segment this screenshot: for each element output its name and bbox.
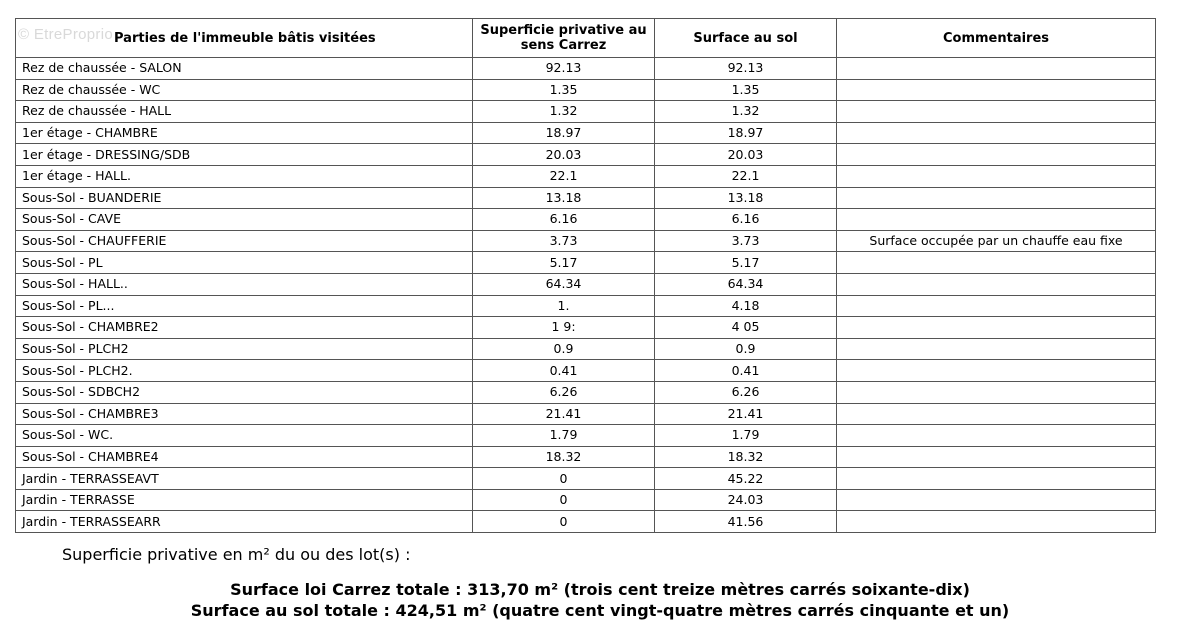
table-row xyxy=(16,446,1156,468)
cell-comment xyxy=(837,295,1156,317)
cell-part: Sous-Sol - CHAUFFERIE xyxy=(16,230,473,252)
table-row xyxy=(16,425,1156,447)
total-carrez: Surface loi Carrez totale : 313,70 m² (trois cent treize mètres carrés soixante-dix) xyxy=(230,580,970,599)
cell-comment: Surface occupée par un chauffe eau fixe xyxy=(837,230,1156,252)
cell-sol: 1.32 xyxy=(655,101,837,123)
cell-part: Rez de chaussée - SALON xyxy=(16,58,473,80)
cell-part: Sous-Sol - CHAMBRE3 xyxy=(16,403,473,425)
cell-sol: 1.35 xyxy=(655,79,837,101)
cell-carrez: 0.9 xyxy=(473,338,655,360)
cell-sol: 0.9 xyxy=(655,338,837,360)
cell-comment xyxy=(837,122,1156,144)
cell-sol: 18.32 xyxy=(655,446,837,468)
cell-carrez: 0.41 xyxy=(473,360,655,382)
cell-carrez: 21.41 xyxy=(473,403,655,425)
cell-part: 1er étage - CHAMBRE xyxy=(16,122,473,144)
cell-part: Jardin - TERRASSEARR xyxy=(16,511,473,533)
cell-sol: 4 05 xyxy=(655,317,837,339)
cell-sol: 1.79 xyxy=(655,425,837,447)
table-row xyxy=(16,403,1156,425)
cell-carrez: 1.32 xyxy=(473,101,655,123)
cell-carrez: 18.97 xyxy=(473,122,655,144)
cell-part: Sous-Sol - PL... xyxy=(16,295,473,317)
table-row xyxy=(16,209,1156,231)
cell-sol: 6.26 xyxy=(655,381,837,403)
cell-comment xyxy=(837,446,1156,468)
cell-part: 1er étage - HALL. xyxy=(16,165,473,187)
cell-part: Sous-Sol - WC. xyxy=(16,425,473,447)
table-row xyxy=(16,489,1156,511)
cell-part: Sous-Sol - BUANDERIE xyxy=(16,187,473,209)
cell-comment xyxy=(837,273,1156,295)
cell-carrez: 1.79 xyxy=(473,425,655,447)
watermark: © EtreProprio xyxy=(18,26,113,43)
cell-comment xyxy=(837,58,1156,80)
cell-carrez: 1.35 xyxy=(473,79,655,101)
header-sol: Surface au sol xyxy=(655,19,837,58)
cell-sol: 3.73 xyxy=(655,230,837,252)
cell-carrez: 92.13 xyxy=(473,58,655,80)
cell-carrez: 1 9: xyxy=(473,317,655,339)
cell-comment xyxy=(837,425,1156,447)
table-header-row xyxy=(16,19,1156,58)
cell-comment xyxy=(837,101,1156,123)
surfaces-table xyxy=(15,18,1156,533)
cell-sol: 41.56 xyxy=(655,511,837,533)
cell-part: Sous-Sol - SDBCH2 xyxy=(16,381,473,403)
table-row xyxy=(16,187,1156,209)
cell-carrez: 22.1 xyxy=(473,165,655,187)
table-row xyxy=(16,122,1156,144)
cell-comment xyxy=(837,144,1156,166)
cell-comment xyxy=(837,165,1156,187)
table-row xyxy=(16,252,1156,274)
cell-sol: 24.03 xyxy=(655,489,837,511)
cell-sol: 18.97 xyxy=(655,122,837,144)
cell-part: Sous-Sol - PLCH2 xyxy=(16,338,473,360)
cell-sol: 21.41 xyxy=(655,403,837,425)
cell-part: Rez de chaussée - HALL xyxy=(16,101,473,123)
table-row xyxy=(16,165,1156,187)
table-row xyxy=(16,230,1156,252)
cell-sol: 4.18 xyxy=(655,295,837,317)
summary-subtitle: Superficie privative en m² du ou des lot(s) : xyxy=(62,545,411,564)
cell-carrez: 1. xyxy=(473,295,655,317)
header-carrez: Superficie privative au sens Carrez xyxy=(473,19,655,58)
table-row xyxy=(16,295,1156,317)
cell-part: Sous-Sol - CHAMBRE2 xyxy=(16,317,473,339)
cell-carrez: 6.16 xyxy=(473,209,655,231)
table-row xyxy=(16,381,1156,403)
cell-carrez: 0 xyxy=(473,489,655,511)
cell-comment xyxy=(837,209,1156,231)
table-row xyxy=(16,273,1156,295)
cell-carrez: 0 xyxy=(473,468,655,490)
cell-carrez: 18.32 xyxy=(473,446,655,468)
cell-sol: 5.17 xyxy=(655,252,837,274)
header-comment: Commentaires xyxy=(837,19,1156,58)
cell-part: Jardin - TERRASSEAVT xyxy=(16,468,473,490)
cell-sol: 64.34 xyxy=(655,273,837,295)
cell-comment xyxy=(837,317,1156,339)
table-row xyxy=(16,101,1156,123)
table-row xyxy=(16,79,1156,101)
cell-carrez: 6.26 xyxy=(473,381,655,403)
table-row xyxy=(16,58,1156,80)
cell-part: Sous-Sol - HALL.. xyxy=(16,273,473,295)
cell-comment xyxy=(837,403,1156,425)
cell-comment xyxy=(837,511,1156,533)
cell-carrez: 0 xyxy=(473,511,655,533)
table-row xyxy=(16,468,1156,490)
cell-part: 1er étage - DRESSING/SDB xyxy=(16,144,473,166)
cell-carrez: 3.73 xyxy=(473,230,655,252)
cell-comment xyxy=(837,468,1156,490)
cell-sol: 20.03 xyxy=(655,144,837,166)
cell-carrez: 13.18 xyxy=(473,187,655,209)
cell-comment xyxy=(837,187,1156,209)
cell-part: Sous-Sol - CHAMBRE4 xyxy=(16,446,473,468)
cell-sol: 13.18 xyxy=(655,187,837,209)
table-body xyxy=(16,58,1156,533)
cell-part: Jardin - TERRASSE xyxy=(16,489,473,511)
cell-comment xyxy=(837,381,1156,403)
table-row xyxy=(16,144,1156,166)
cell-carrez: 5.17 xyxy=(473,252,655,274)
table-row xyxy=(16,360,1156,382)
cell-comment xyxy=(837,360,1156,382)
header-part: Parties de l'immeuble bâtis visitées xyxy=(16,19,473,58)
cell-comment xyxy=(837,489,1156,511)
cell-part: Sous-Sol - CAVE xyxy=(16,209,473,231)
table-row xyxy=(16,317,1156,339)
table-row xyxy=(16,511,1156,533)
total-sol: Surface au sol totale : 424,51 m² (quatre cent vingt-quatre mètres carrés cinquante et un) xyxy=(190,601,1010,620)
cell-sol: 0.41 xyxy=(655,360,837,382)
cell-part: Sous-Sol - PLCH2. xyxy=(16,360,473,382)
cell-comment xyxy=(837,338,1156,360)
cell-comment xyxy=(837,252,1156,274)
cell-comment xyxy=(837,79,1156,101)
cell-part: Sous-Sol - PL xyxy=(16,252,473,274)
cell-sol: 22.1 xyxy=(655,165,837,187)
cell-carrez: 20.03 xyxy=(473,144,655,166)
table-row xyxy=(16,338,1156,360)
cell-sol: 45.22 xyxy=(655,468,837,490)
cell-sol: 92.13 xyxy=(655,58,837,80)
cell-carrez: 64.34 xyxy=(473,273,655,295)
cell-part: Rez de chaussée - WC xyxy=(16,79,473,101)
cell-sol: 6.16 xyxy=(655,209,837,231)
